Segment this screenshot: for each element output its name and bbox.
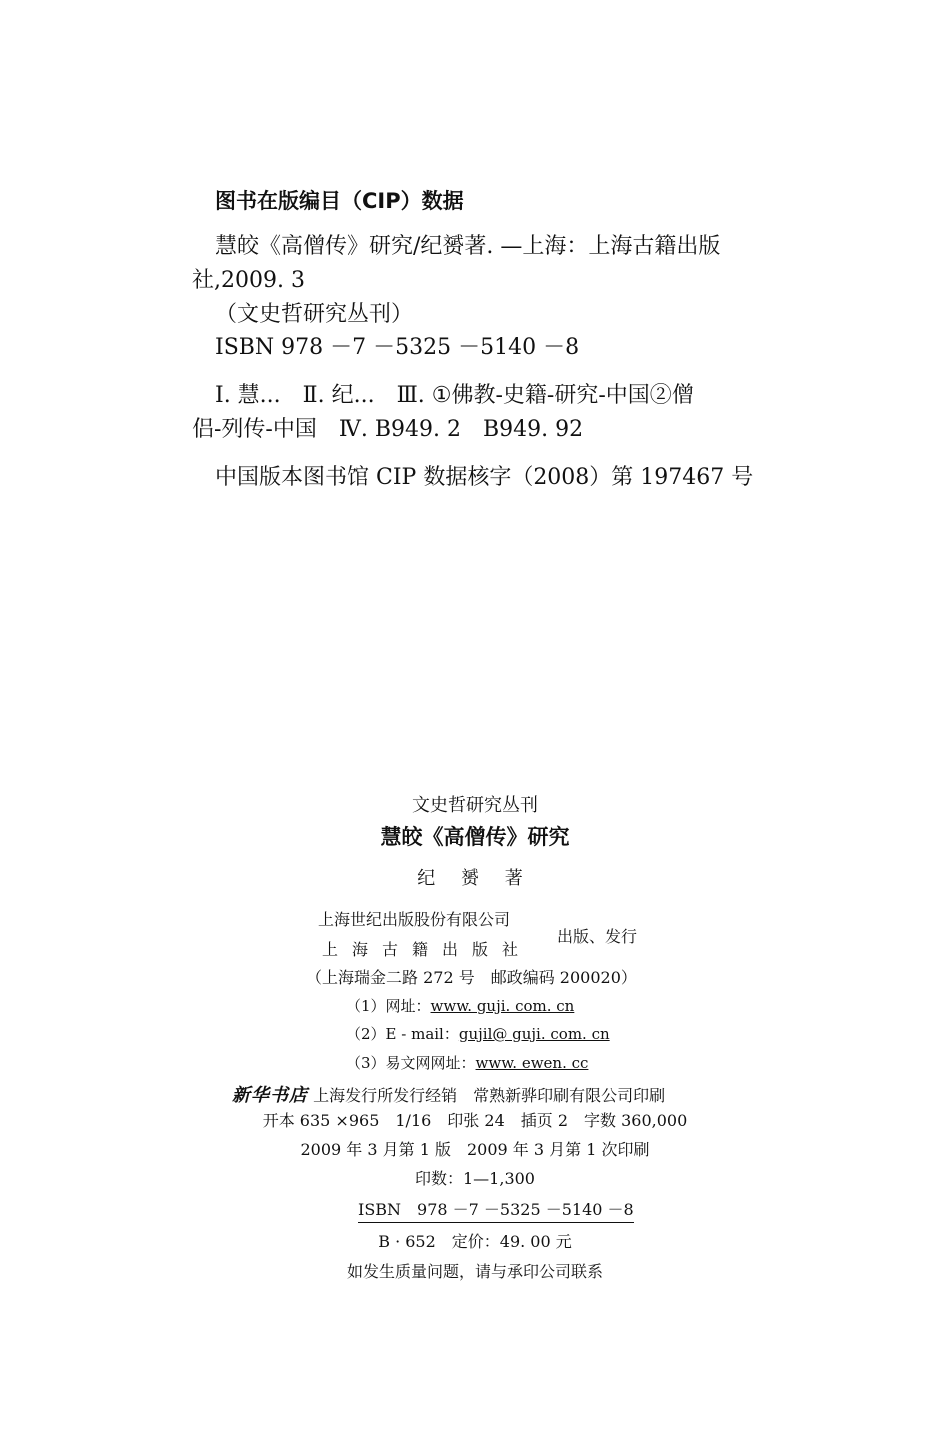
publisher-name: 上海古籍出版社 bbox=[322, 940, 533, 959]
cip-series-line: （文史哲研究丛刊） bbox=[215, 302, 414, 327]
book-title: 慧皎《高僧传》研究 bbox=[380, 825, 570, 849]
cip-title-line: 慧皎《高僧传》研究/纪赟著. —上海：上海古籍出版 bbox=[215, 234, 721, 259]
edition-info: 2009 年 3 月第 1 版 2009 年 3 月第 1 次印刷 bbox=[300, 1140, 650, 1159]
publisher-note: 出版、发行 bbox=[557, 927, 638, 946]
email-line bbox=[346, 1023, 610, 1044]
ewen-website-link: www. ewen. cc bbox=[475, 1054, 589, 1072]
print-info: 上海发行所发行经销 常熟新骅印刷有限公司印刷 bbox=[313, 1086, 666, 1105]
series-name: 文史哲研究丛刊 bbox=[412, 795, 538, 816]
ewen-website-line bbox=[346, 1052, 588, 1073]
distribution-print-line bbox=[232, 1081, 665, 1107]
cip-classification-line: 侣-列传-中国 Ⅳ. B949. 2 B949. 92 bbox=[192, 417, 584, 442]
email-link: gujil@ guji. com. cn bbox=[458, 1025, 610, 1043]
format-spec: 开本 635 ×965 1/16 印张 24 插页 2 字数 360,000 bbox=[262, 1111, 688, 1130]
website-line bbox=[346, 995, 574, 1016]
cip-subject-line: Ⅰ. 慧... Ⅱ. 纪... Ⅲ. ①佛教-史籍-研究-中国②僧 bbox=[215, 383, 694, 408]
cip-publisher-line: 社,2009. 3 bbox=[192, 268, 305, 293]
quality-notice: 如发生质量问题，请与承印公司联系 bbox=[346, 1262, 603, 1281]
email-label: （2）E - mail： bbox=[346, 1025, 459, 1043]
publisher-address: （上海瑞金二路 272 号 邮政编码 200020） bbox=[306, 968, 637, 987]
website-label: （1）网址： bbox=[346, 997, 431, 1015]
book-author: 纪 赟 著 bbox=[417, 868, 533, 889]
price-line: B · 652 定价：49. 00 元 bbox=[378, 1232, 572, 1251]
website-link: www. guji. com. cn bbox=[430, 997, 575, 1015]
cip-heading: 图书在版编目（CIP）数据 bbox=[215, 189, 464, 213]
publisher-group: 上海世纪出版股份有限公司 bbox=[318, 910, 511, 929]
cip-record-number: 中国版本图书馆 CIP 数据核字（2008）第 197467 号 bbox=[215, 465, 754, 490]
xinhua-bookstore-logo: 新华书店 bbox=[232, 1085, 308, 1106]
print-run: 印数：1—1,300 bbox=[415, 1169, 535, 1188]
cip-isbn-line: ISBN 978 －7 －5325 －5140 －8 bbox=[215, 335, 580, 360]
ewen-website-label: （3）易文网网址： bbox=[346, 1054, 476, 1072]
colophon-isbn: ISBN 978 －7 －5325 －5140 －8 bbox=[358, 1197, 634, 1223]
